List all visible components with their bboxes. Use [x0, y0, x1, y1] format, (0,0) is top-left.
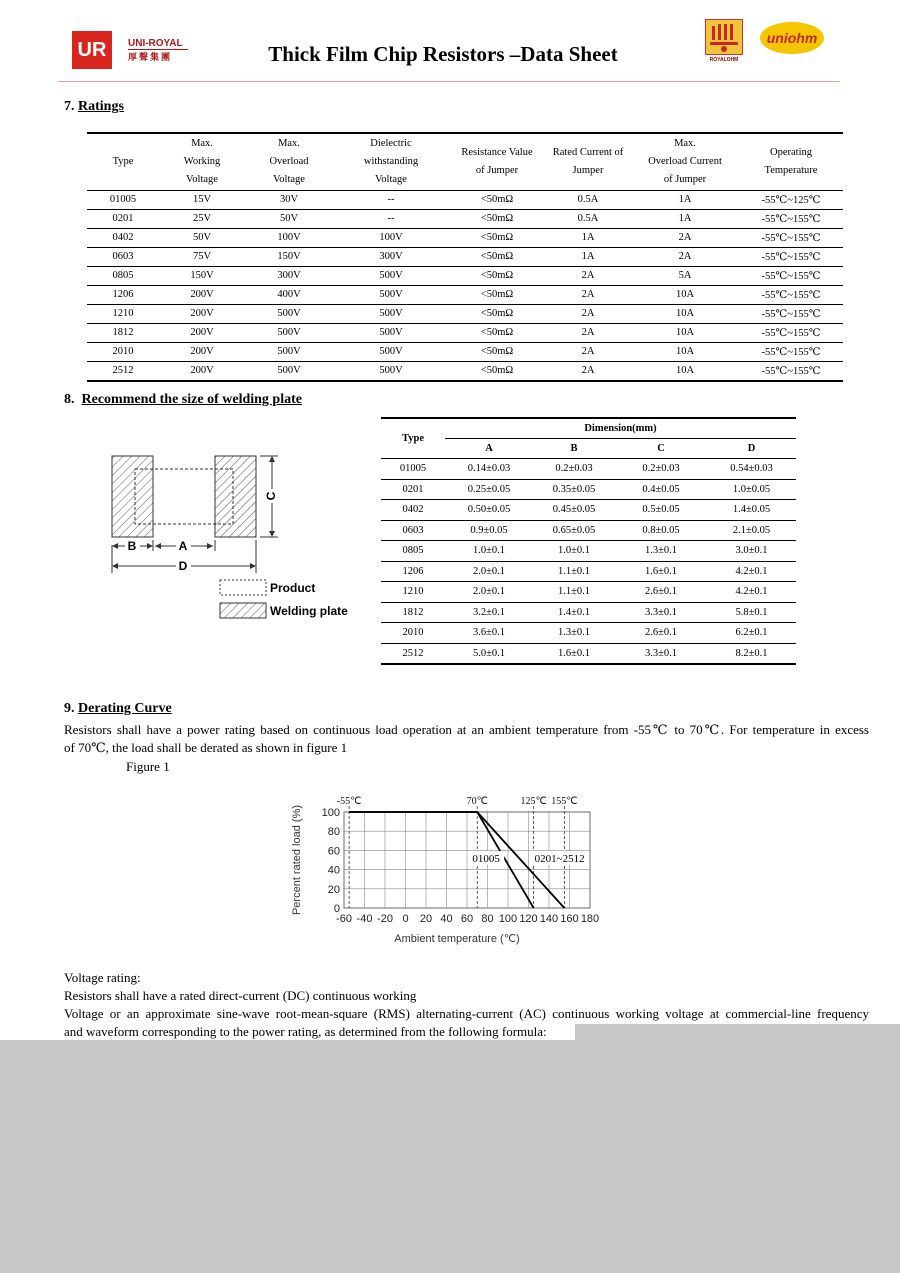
dimension-col-a: A	[485, 443, 493, 454]
table-cell: 3.6±0.1	[445, 623, 533, 644]
ratings-table	[87, 132, 843, 382]
welding-heading	[64, 392, 302, 408]
legend-welding-label: Welding plate	[270, 604, 348, 618]
table-row	[87, 342, 843, 361]
table-cell: 0.5A	[545, 190, 631, 209]
table-cell: 500V	[245, 342, 333, 361]
table-cell: 1.6±0.1	[615, 561, 707, 582]
table-cell: 1A	[545, 228, 631, 247]
table-cell: 3.3±0.1	[615, 602, 707, 623]
ratings-header-temperature: Operating Temperature	[739, 133, 843, 190]
table-cell: 500V	[333, 285, 449, 304]
dimension-table	[381, 417, 796, 665]
dimension-group-header: Dimension(mm)	[445, 418, 796, 439]
chart-x-axis-label: Ambient temperature (℃)	[394, 933, 520, 945]
table-cell: 10A	[631, 304, 739, 323]
table-cell: 1.1±0.1	[533, 561, 615, 582]
table-cell: 1210	[381, 582, 445, 603]
series-label-01005: 01005	[472, 852, 500, 865]
ratings-header-type: Type	[87, 133, 159, 190]
table-row	[381, 541, 796, 562]
table-cell: 50V	[245, 209, 333, 228]
table-cell: --	[333, 190, 449, 209]
welding-title: Recommend the size of welding plate	[81, 392, 302, 407]
table-row	[87, 266, 843, 285]
table-cell: 0.5A	[545, 209, 631, 228]
table-cell: 2A	[631, 228, 739, 247]
table-row	[87, 285, 843, 304]
table-cell: <50mΩ	[449, 190, 545, 209]
table-cell: 2A	[545, 342, 631, 361]
ur-logo-text: UR	[77, 38, 107, 61]
table-cell: 0402	[87, 228, 159, 247]
derating-title: Derating Curve	[78, 701, 172, 716]
table-cell: -55℃~155℃	[739, 228, 843, 247]
x-tick-label: 180	[580, 913, 600, 925]
table-cell: 3.3±0.1	[615, 643, 707, 664]
table-cell: 10A	[631, 285, 739, 304]
table-cell: -55℃~155℃	[739, 304, 843, 323]
table-cell: 2A	[631, 247, 739, 266]
table-cell: -55℃~155℃	[739, 342, 843, 361]
y-tick-label: 20	[327, 883, 340, 896]
table-row	[381, 602, 796, 623]
table-cell: 01005	[381, 459, 445, 480]
left-welding-pad	[112, 456, 153, 537]
label-d: D	[178, 559, 188, 573]
table-row	[381, 643, 796, 664]
ratings-header-overload-voltage: Max. Overload Voltage	[245, 133, 333, 190]
uniohm-logo	[760, 22, 824, 54]
temperature-annotation: 125℃	[520, 796, 547, 807]
table-cell: 10A	[631, 342, 739, 361]
table-cell: 1.4±0.05	[707, 500, 796, 521]
table-cell: 5.0±0.1	[445, 643, 533, 664]
table-cell: 1.0±0.1	[533, 541, 615, 562]
table-cell: 0.2±0.03	[615, 459, 707, 480]
table-cell: 2.0±0.1	[445, 561, 533, 582]
table-cell: 1.0±0.1	[445, 541, 533, 562]
table-cell: -55℃~155℃	[739, 247, 843, 266]
dimension-col-b: B	[570, 443, 578, 454]
table-row	[381, 582, 796, 603]
table-cell: 50V	[159, 228, 245, 247]
table-cell: 1210	[87, 304, 159, 323]
table-cell: 2512	[87, 361, 159, 381]
table-cell: 75V	[159, 247, 245, 266]
ratings-header-working-voltage: Max. Working Voltage	[159, 133, 245, 190]
table-cell: 200V	[159, 342, 245, 361]
table-cell: 0.2±0.03	[533, 459, 615, 480]
table-cell: 400V	[245, 285, 333, 304]
voltage-rating-line1: Voltage rating:	[64, 970, 141, 985]
ratings-heading	[64, 99, 124, 115]
uniroyal-logo-line2: 厚聲集團	[128, 52, 173, 62]
welding-plate-diagram	[100, 445, 360, 630]
table-cell: 2A	[545, 285, 631, 304]
table-cell: 200V	[159, 361, 245, 381]
table-cell: 0603	[381, 520, 445, 541]
table-cell: 2.6±0.1	[615, 582, 707, 603]
table-cell: 200V	[159, 323, 245, 342]
table-row	[87, 323, 843, 342]
x-tick-label: 80	[481, 913, 494, 925]
table-cell: -55℃~155℃	[739, 361, 843, 381]
x-tick-label: -20	[377, 913, 393, 925]
table-cell: 10A	[631, 361, 739, 381]
table-cell: 1.6±0.1	[533, 643, 615, 664]
derating-paragraph-line1: Resistors shall have a power rating based on continuous load operation at an ambient temperature from -55℃ to 70℃. For temperature in excess	[64, 722, 869, 737]
legend-welding-swatch	[220, 603, 266, 618]
table-cell: 1A	[545, 247, 631, 266]
table-cell: -55℃~155℃	[739, 209, 843, 228]
table-cell: 6.2±0.1	[707, 623, 796, 644]
table-cell: 5.8±0.1	[707, 602, 796, 623]
header-divider	[58, 81, 840, 82]
table-cell: 150V	[245, 247, 333, 266]
table-cell: 2A	[545, 304, 631, 323]
table-cell: --	[333, 209, 449, 228]
table-row	[381, 459, 796, 480]
ratings-header-overload-current: Max. Overload Current of Jumper	[631, 133, 739, 190]
table-cell: 300V	[245, 266, 333, 285]
table-cell: <50mΩ	[449, 285, 545, 304]
table-cell: <50mΩ	[449, 247, 545, 266]
ratings-header-dielectric: Dielectric withstanding Voltage	[333, 133, 449, 190]
table-cell: 3.0±0.1	[707, 541, 796, 562]
table-row	[87, 247, 843, 266]
table-cell: 2A	[545, 266, 631, 285]
derating-paragraph-line2: of 70℃, the load shall be derated as shown in figure 1	[64, 740, 348, 755]
table-cell: 200V	[159, 285, 245, 304]
legend-product-label: Product	[270, 581, 316, 595]
table-cell: <50mΩ	[449, 228, 545, 247]
table-row	[381, 500, 796, 521]
voltage-rating-line4: and waveform corresponding to the power rating, as determined from the following formula:	[64, 1024, 547, 1039]
table-cell: 200V	[159, 304, 245, 323]
table-cell: 1.4±0.1	[533, 602, 615, 623]
figure-caption: Figure 1	[126, 759, 170, 774]
table-cell: 4.2±0.1	[707, 582, 796, 603]
y-tick-label: 0	[333, 903, 340, 915]
y-tick-label: 80	[327, 826, 340, 839]
table-cell: 0.5±0.05	[615, 500, 707, 521]
x-tick-label: 100	[498, 913, 518, 925]
x-tick-label: -60	[336, 913, 352, 925]
x-tick-label: 140	[539, 913, 559, 925]
table-row	[381, 479, 796, 500]
dimension-col-d: D	[747, 443, 756, 454]
table-cell: -55℃~155℃	[739, 266, 843, 285]
x-tick-label: 0	[402, 913, 409, 925]
table-cell: 2010	[87, 342, 159, 361]
table-row	[87, 228, 843, 247]
table-cell: 1.3±0.1	[533, 623, 615, 644]
ratings-header-resistance: Resistance Value of Jumper	[449, 133, 545, 190]
table-cell: 2.0±0.1	[445, 582, 533, 603]
table-cell: 500V	[245, 304, 333, 323]
uniohm-logo-text: uniohm	[766, 30, 818, 46]
table-cell: 8.2±0.1	[707, 643, 796, 664]
table-cell: 3.2±0.1	[445, 602, 533, 623]
table-cell: 100V	[245, 228, 333, 247]
table-cell: <50mΩ	[449, 323, 545, 342]
table-cell: 0.65±0.05	[533, 520, 615, 541]
ratings-header-rated-current: Rated Current of Jumper	[545, 133, 631, 190]
x-tick-label: -40	[356, 913, 373, 925]
derating-chart	[286, 790, 608, 952]
table-cell: 1.1±0.1	[533, 582, 615, 603]
royalohm-logo	[705, 19, 743, 65]
table-cell: 25V	[159, 209, 245, 228]
table-cell: -55℃~125℃	[739, 190, 843, 209]
table-cell: 100V	[333, 228, 449, 247]
royalohm-logo-text: ROYALOHM	[709, 57, 739, 63]
table-cell: 500V	[333, 304, 449, 323]
ratings-title: Ratings	[78, 99, 124, 114]
label-a: A	[178, 539, 188, 553]
table-row	[381, 520, 796, 541]
table-cell: 0201	[87, 209, 159, 228]
table-cell: 1206	[381, 561, 445, 582]
page-title: Thick Film Chip Resistors –Data Sheet	[268, 42, 618, 66]
welding-number: 8.	[64, 392, 75, 407]
table-cell: 30V	[245, 190, 333, 209]
table-cell: 0402	[381, 500, 445, 521]
x-tick-label: 60	[460, 913, 474, 925]
table-cell: 1A	[631, 190, 739, 209]
temperature-annotation: -55℃	[336, 796, 362, 807]
table-cell: 500V	[333, 342, 449, 361]
table-row	[381, 623, 796, 644]
table-cell: 10A	[631, 323, 739, 342]
table-cell: 1812	[87, 323, 159, 342]
y-tick-label: 100	[321, 807, 340, 819]
table-cell: 0.9±0.05	[445, 520, 533, 541]
table-cell: 500V	[333, 266, 449, 285]
chart-y-axis-label: Percent rated load (%)	[291, 804, 303, 916]
table-cell: 0.25±0.05	[445, 479, 533, 500]
table-cell: 2512	[381, 643, 445, 664]
table-cell: 500V	[245, 323, 333, 342]
dimension-col-c: C	[657, 443, 665, 454]
derating-heading	[64, 701, 172, 717]
x-tick-label: 120	[519, 913, 538, 925]
table-cell: <50mΩ	[449, 266, 545, 285]
table-cell: <50mΩ	[449, 209, 545, 228]
table-cell: <50mΩ	[449, 361, 545, 381]
table-row	[87, 304, 843, 323]
table-cell: 2A	[545, 361, 631, 381]
table-cell: 2.1±0.05	[707, 520, 796, 541]
voltage-rating-line2: Resistors shall have a rated direct-current (DC) continuous working	[64, 988, 417, 1003]
table-cell: 0.50±0.05	[445, 500, 533, 521]
table-cell: 5A	[631, 266, 739, 285]
table-cell: 0201	[381, 479, 445, 500]
table-cell: 2010	[381, 623, 445, 644]
royalohm-logo-emblem	[705, 19, 743, 55]
table-cell: 300V	[333, 247, 449, 266]
uniroyal-logo-line1: UNI-ROYAL	[128, 38, 188, 50]
voltage-rating-line3: Voltage or an approximate sine-wave root-mean-square (RMS) alternating-current (AC) continuous working voltage at commercial-line frequency	[64, 1006, 869, 1021]
ratings-number: 7.	[64, 99, 75, 114]
right-welding-pad	[215, 456, 256, 537]
x-tick-label: 20	[419, 913, 433, 925]
table-cell: 500V	[333, 361, 449, 381]
x-tick-label: 40	[440, 913, 453, 925]
table-cell: 1206	[87, 285, 159, 304]
page-cutoff-panel	[0, 1040, 900, 1273]
series-label-0201-2512: 0201~2512	[534, 852, 585, 865]
table-cell: <50mΩ	[449, 342, 545, 361]
table-cell: 0.54±0.03	[707, 459, 796, 480]
dimension-type-header: Type	[402, 433, 424, 444]
table-row	[87, 361, 843, 381]
table-cell: 0.14±0.03	[445, 459, 533, 480]
table-cell: 2A	[545, 323, 631, 342]
table-cell: 15V	[159, 190, 245, 209]
table-cell: 500V	[333, 323, 449, 342]
temperature-annotation: 155℃	[551, 796, 578, 807]
table-cell: 4.2±0.1	[707, 561, 796, 582]
table-cell: 0.8±0.05	[615, 520, 707, 541]
table-cell: 2.6±0.1	[615, 623, 707, 644]
table-cell: 500V	[245, 361, 333, 381]
table-cell: 1.3±0.1	[615, 541, 707, 562]
table-cell: 0805	[87, 266, 159, 285]
x-tick-label: 160	[560, 913, 579, 925]
temperature-annotation: 70℃	[466, 796, 488, 807]
y-tick-label: 60	[327, 845, 340, 858]
table-cell: 0.45±0.05	[533, 500, 615, 521]
legend-product-swatch	[220, 580, 266, 595]
table-cell: 0805	[381, 541, 445, 562]
y-tick-label: 40	[327, 864, 340, 877]
table-cell: 150V	[159, 266, 245, 285]
page-cutoff-region	[575, 1024, 900, 1041]
derating-number: 9.	[64, 701, 75, 716]
label-c: C	[264, 491, 279, 501]
table-cell: -55℃~155℃	[739, 323, 843, 342]
table-cell: 0.35±0.05	[533, 479, 615, 500]
table-cell: 01005	[87, 190, 159, 209]
table-cell: 1.0±0.05	[707, 479, 796, 500]
table-cell: <50mΩ	[449, 304, 545, 323]
table-cell: 1812	[381, 602, 445, 623]
table-row	[87, 190, 843, 209]
table-cell: -55℃~155℃	[739, 285, 843, 304]
table-cell: 0603	[87, 247, 159, 266]
table-cell: 1A	[631, 209, 739, 228]
table-row	[381, 561, 796, 582]
table-cell: 0.4±0.05	[615, 479, 707, 500]
table-row	[87, 209, 843, 228]
label-b: B	[127, 539, 137, 553]
